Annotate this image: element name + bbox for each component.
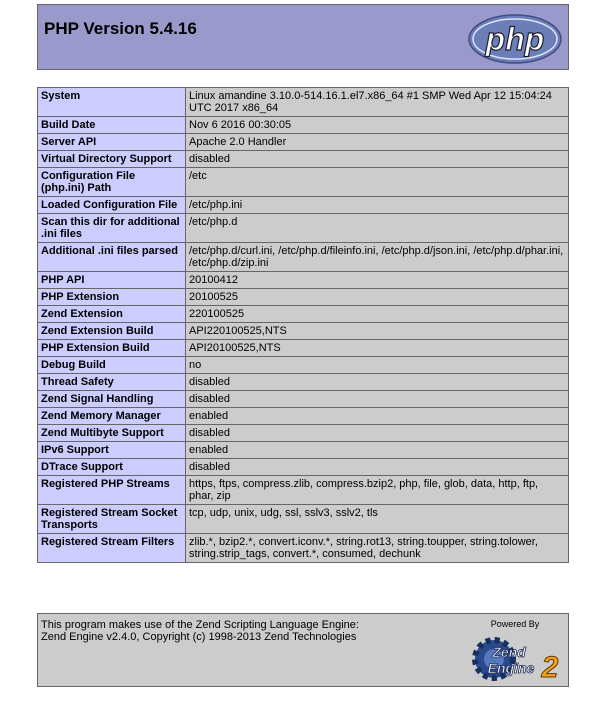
- footer-line-1: This program makes use of the Zend Scripting Language Engine:: [41, 619, 359, 631]
- row-key: Zend Signal Handling: [38, 391, 186, 408]
- row-key: System: [38, 88, 186, 117]
- row-key: Virtual Directory Support: [38, 151, 186, 168]
- table-row: [38, 243, 569, 272]
- row-value: Apache 2.0 Handler: [186, 134, 569, 151]
- row-value: no: [186, 357, 569, 374]
- row-value: Linux amandine 3.10.0-514.16.1.el7.x86_64 #1 SMP Wed Apr 12 15:04:24 UTC 2017 x86_64: [186, 88, 569, 117]
- zend-engine-logo-icon: [464, 617, 564, 685]
- row-value: enabled: [186, 408, 569, 425]
- row-key: Scan this dir for additional .ini files: [38, 214, 186, 243]
- footer-line-2: Zend Engine v2.4.0, Copyright (c) 1998-2013 Zend Technologies: [41, 631, 357, 643]
- row-key: IPv6 Support: [38, 442, 186, 459]
- row-key: Server API: [38, 134, 186, 151]
- table-row: [38, 534, 569, 563]
- row-key: Additional .ini files parsed: [38, 243, 186, 272]
- row-key: Zend Extension: [38, 306, 186, 323]
- row-key: Registered Stream Socket Transports: [38, 505, 186, 534]
- table-row: [38, 442, 569, 459]
- svg-text:Powered By: Powered By: [490, 619, 540, 629]
- table-row: [38, 214, 569, 243]
- row-value: 20100412: [186, 272, 569, 289]
- row-value: 220100525: [186, 306, 569, 323]
- php-logo-link[interactable]: [468, 13, 562, 68]
- table-row: [38, 357, 569, 374]
- row-key: Registered PHP Streams: [38, 476, 186, 505]
- row-key: Zend Extension Build: [38, 323, 186, 340]
- row-value: /etc: [186, 168, 569, 197]
- row-value: disabled: [186, 425, 569, 442]
- row-key: Debug Build: [38, 357, 186, 374]
- table-row: [38, 272, 569, 289]
- row-value: 20100525: [186, 289, 569, 306]
- row-value: disabled: [186, 151, 569, 168]
- row-key: Thread Safety: [38, 374, 186, 391]
- table-row: [38, 391, 569, 408]
- row-value: API220100525,NTS: [186, 323, 569, 340]
- row-key: Loaded Configuration File: [38, 197, 186, 214]
- svg-text:php: php: [485, 21, 545, 57]
- row-value: zlib.*, bzip2.*, convert.iconv.*, string.rot13, string.toupper, string.tolower, string.strip_tags, convert.*, consumed, dechunk: [186, 534, 569, 563]
- row-value: tcp, udp, unix, udg, ssl, sslv3, sslv2, tls: [186, 505, 569, 534]
- row-key: Configuration File (php.ini) Path: [38, 168, 186, 197]
- row-key: Registered Stream Filters: [38, 534, 186, 563]
- row-key: Zend Multibyte Support: [38, 425, 186, 442]
- table-row: [38, 459, 569, 476]
- row-key: PHP Extension Build: [38, 340, 186, 357]
- table-row: [38, 505, 569, 534]
- row-value: /etc/php.ini: [186, 197, 569, 214]
- table-row: [38, 374, 569, 391]
- row-key: Zend Memory Manager: [38, 408, 186, 425]
- zend-logo-link[interactable]: [464, 617, 564, 688]
- table-row: [38, 289, 569, 306]
- row-key: Build Date: [38, 117, 186, 134]
- table-row: [38, 151, 569, 168]
- table-row: [38, 425, 569, 442]
- svg-text:2: 2: [541, 651, 559, 684]
- table-row: [38, 476, 569, 505]
- table-row: [38, 306, 569, 323]
- table-row: [38, 340, 569, 357]
- row-value: enabled: [186, 442, 569, 459]
- zend-footer: [37, 613, 569, 687]
- table-row: [38, 88, 569, 117]
- php-logo-icon: [468, 13, 562, 65]
- row-value: disabled: [186, 374, 569, 391]
- info-table: [37, 87, 569, 563]
- svg-text:Zend: Zend: [492, 644, 526, 660]
- table-row: [38, 134, 569, 151]
- row-value: disabled: [186, 391, 569, 408]
- row-value: /etc/php.d: [186, 214, 569, 243]
- row-value: Nov 6 2016 00:30:05: [186, 117, 569, 134]
- row-key: DTrace Support: [38, 459, 186, 476]
- row-key: PHP API: [38, 272, 186, 289]
- row-value: disabled: [186, 459, 569, 476]
- svg-text:Engine: Engine: [487, 660, 535, 676]
- table-row: [38, 168, 569, 197]
- page-title: PHP Version 5.4.16: [44, 19, 197, 38]
- table-row: [38, 117, 569, 134]
- row-value: https, ftps, compress.zlib, compress.bzip2, php, file, glob, data, http, ftp, phar, zip: [186, 476, 569, 505]
- row-value: /etc/php.d/curl.ini, /etc/php.d/fileinfo.ini, /etc/php.d/json.ini, /etc/php.d/phar.ini, /etc/php.d/zip.ini: [186, 243, 569, 272]
- table-row: [38, 197, 569, 214]
- row-key: PHP Extension: [38, 289, 186, 306]
- page-header: [37, 4, 569, 70]
- table-row: [38, 408, 569, 425]
- table-row: [38, 323, 569, 340]
- row-value: API20100525,NTS: [186, 340, 569, 357]
